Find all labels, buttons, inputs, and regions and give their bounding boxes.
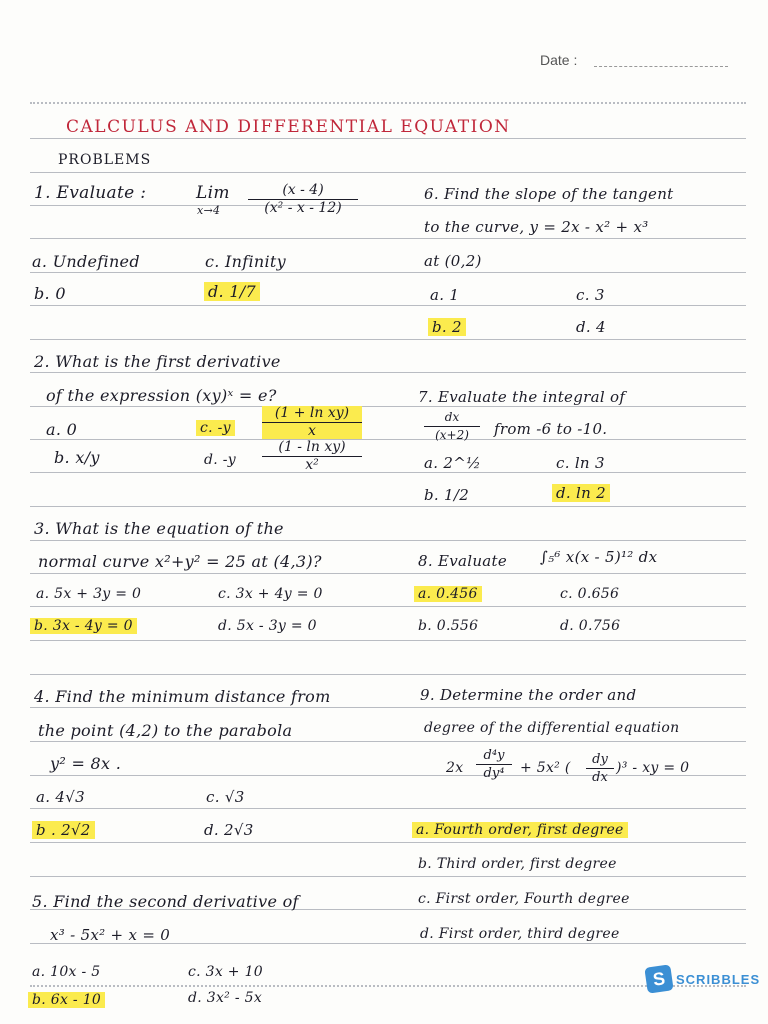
q7-denominator: (x+2) [435, 428, 469, 442]
q2-option-d-den: x² [305, 457, 319, 473]
date-label: Date : [540, 52, 578, 68]
q6-line-3: at (0,2) [424, 252, 482, 270]
scribbles-logo [646, 966, 760, 992]
q9-option-d: d. First order, third degree [420, 926, 620, 942]
q9-eq-suffix: )³ - xy = 0 [616, 760, 690, 776]
q4-option-b-answer: b . 2√2 [32, 821, 95, 839]
q7-option-d-answer: d. ln 2 [552, 484, 610, 502]
q1-numerator: (x - 4) [282, 182, 324, 198]
q9-line-1: 9. Determine the order and [420, 686, 637, 704]
scribbles-logo-icon: S [644, 964, 673, 993]
q8-option-c: c. 0.656 [560, 586, 620, 602]
q6-option-b-answer: b. 2 [428, 318, 466, 336]
q2-option-d-num: (1 - ln xy) [278, 439, 346, 455]
q8-expression: ∫₅⁶ x(x - 5)¹² dx [540, 548, 658, 566]
q3-line-2: normal curve x²+y² = 25 at (4,3)? [38, 552, 322, 571]
q1-denominator: (x² - x - 12) [264, 200, 342, 216]
q9-eq-den-2: dx [592, 770, 608, 785]
q2-option-a: a. 0 [46, 420, 78, 439]
q7-range: from -6 to -10. [494, 420, 608, 438]
q2-line-1: 2. What is the first derivative [34, 352, 281, 371]
q5-option-a: a. 10x - 5 [32, 964, 101, 980]
q9-line-2: degree of the differential equation [424, 720, 680, 736]
q9-option-a-answer: a. Fourth order, first degree [412, 822, 628, 838]
q9-eq-num-1: d⁴y [483, 748, 505, 763]
q2-option-c-fraction [262, 406, 362, 439]
q6-option-a: a. 1 [430, 286, 460, 304]
scribbles-logo-text: SCRIBBLES [676, 971, 761, 987]
q9-eq-den-1: dy⁴ [483, 766, 505, 781]
q9-eq-prefix: 2x [446, 760, 464, 776]
page-title: CALCULUS AND DIFFERENTIAL EQUATION [66, 117, 511, 137]
q9-eq-fraction-2 [586, 752, 614, 785]
q3-option-b-answer: b. 3x - 4y = 0 [30, 618, 137, 634]
page-subtitle: PROBLEMS [58, 152, 152, 168]
q5-option-c: c. 3x + 10 [188, 964, 263, 980]
q5-option-d: d. 3x² - 5x [188, 990, 263, 1006]
q4-option-d: d. 2√3 [204, 821, 254, 839]
q4-line-1: 4. Find the minimum distance from [34, 687, 331, 706]
q7-option-b: b. 1/2 [424, 486, 470, 504]
q4-line-2: the point (4,2) to the parabola [38, 721, 293, 740]
q6-option-c: c. 3 [576, 286, 605, 304]
q5-option-b-answer: b. 6x - 10 [28, 992, 105, 1008]
q1-prompt: 1. Evaluate : [34, 183, 147, 203]
q8-option-b: b. 0.556 [418, 618, 479, 634]
q2-option-d-fraction [262, 440, 362, 473]
q3-option-a: a. 5x + 3y = 0 [36, 586, 142, 602]
q5-line-1: 5. Find the second derivative of [32, 892, 299, 911]
q3-line-1: 3. What is the equation of the [34, 519, 284, 538]
q4-option-a: a. 4√3 [36, 788, 85, 806]
q8-prompt: 8. Evaluate [418, 552, 508, 570]
q9-option-c: c. First order, Fourth degree [418, 891, 630, 907]
q9-eq-num-2: dy [592, 752, 608, 767]
q9-option-b: b. Third order, first degree [418, 856, 617, 872]
q9-eq-middle: + 5x² ( [520, 760, 571, 776]
q1-option-b: b. 0 [34, 284, 66, 303]
q7-fraction [424, 410, 480, 443]
q6-line-1: 6. Find the slope of the tangent [424, 185, 674, 203]
q1-option-c: c. Infinity [205, 252, 286, 271]
q4-line-3: y² = 8x . [50, 754, 122, 773]
q6-option-d: d. 4 [576, 318, 606, 336]
q1-option-a: a. Undefined [32, 252, 140, 271]
q7-numerator: dx [444, 410, 460, 424]
q7-option-c: c. ln 3 [556, 454, 605, 472]
q7-line-1: 7. Evaluate the integral of [418, 388, 626, 406]
q7-option-a: a. 2^½ [424, 454, 481, 472]
q2-option-b: b. x/y [54, 448, 100, 467]
q2-option-d-prefix: d. -y [204, 452, 237, 468]
q3-option-c: c. 3x + 4y = 0 [218, 586, 323, 602]
q2-option-c-den: x [308, 423, 316, 439]
q9-eq-fraction-1 [476, 748, 512, 781]
q1-lim-sub: x→4 [197, 204, 221, 217]
q1-option-d-answer: d. 1/7 [204, 282, 260, 301]
q1-lim: Lim [196, 183, 230, 203]
q8-option-a-answer: a. 0.456 [414, 586, 482, 602]
q2-line-2: of the expression (xy)ˣ = e? [46, 386, 277, 405]
q2-option-c-prefix: c. -y [196, 420, 235, 436]
q3-option-d: d. 5x - 3y = 0 [218, 618, 317, 634]
date-line [594, 66, 728, 67]
q5-line-2: x³ - 5x² + x = 0 [50, 926, 171, 944]
q6-line-2: to the curve, y = 2x - x² + x³ [424, 218, 649, 236]
q8-option-d: d. 0.756 [560, 618, 621, 634]
q4-option-c: c. √3 [206, 788, 245, 806]
q2-option-c-num: (1 + ln xy) [274, 405, 350, 421]
q1-fraction [248, 183, 358, 216]
